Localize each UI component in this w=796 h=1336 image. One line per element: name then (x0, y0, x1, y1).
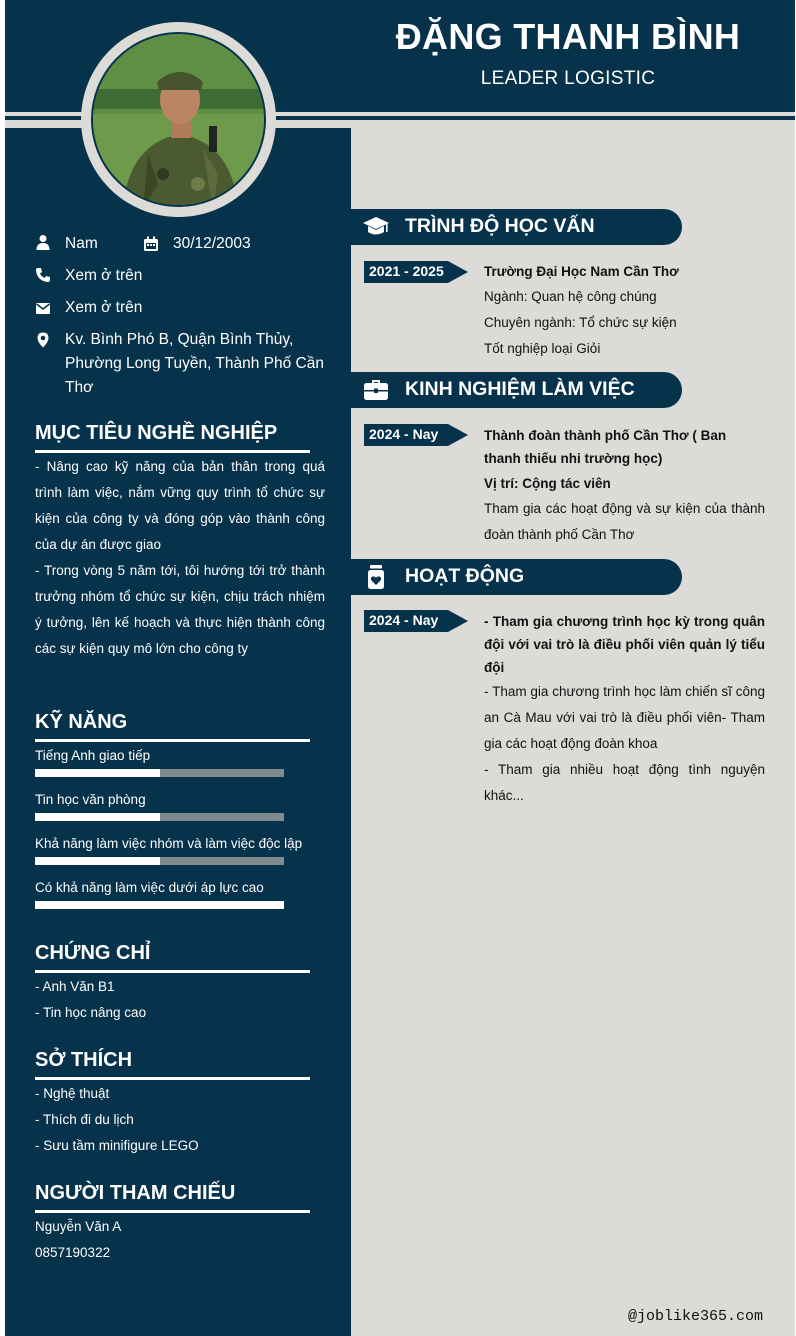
heart-jar-icon (363, 565, 389, 589)
hobbies-rule (35, 1077, 310, 1080)
skill-level-fill (35, 857, 160, 865)
activities-heading: HOẠT ĐỘNG (405, 565, 525, 587)
experience-organization: Thành đoàn thành phố Cần Thơ ( Ban thanh thiếu nhi trường học) (484, 428, 727, 466)
experience-banner (351, 372, 682, 408)
skill-label: Tiếng Anh giao tiếp (35, 748, 151, 763)
certificate-item: - Anh Văn B1 (35, 979, 115, 994)
education-line: Chuyên ngành: Tổ chức sự kiện (484, 315, 677, 330)
education-banner (351, 209, 682, 245)
activities-line: - Tham gia nhiều hoạt động tình nguyện khác... (484, 762, 765, 803)
education-school: Trường Đại Học Nam Cần Thơ (484, 264, 679, 279)
activities-line: - Tham gia chương trình học làm chiến sĩ công an Cà Mau với vai trò là điều phối viên- Tham gia các hoạt động đoàn khoa (484, 684, 765, 751)
envelope-icon (35, 300, 51, 316)
skill-label: Khả năng làm việc nhóm và làm việc độc lập (35, 836, 303, 851)
candidate-title: LEADER LOGISTIC (480, 68, 656, 89)
skill-level-fill (35, 901, 284, 909)
skill-label: Tin học văn phòng (35, 792, 146, 807)
graduation-cap-icon (363, 215, 389, 239)
experience-description: Tham gia các hoạt động và sự kiện của thành đoàn thành phố Cần Thơ (484, 501, 765, 542)
skill-bar (35, 813, 284, 821)
activities-highlight: - Tham gia chương trình học kỳ trong quân đội với vai trò là điều phối viên quản lý tiểu đội (484, 614, 765, 675)
objective-rule (35, 450, 310, 453)
watermark: @joblike365.com (628, 1308, 764, 1325)
avatar (91, 32, 266, 207)
candidate-name: ĐẶNG THANH BÌNH (395, 16, 741, 57)
address-value: Kv. Bình Phó B, Quận Bình Thủy, Phường Long Tuyền, Thành Phố Cần Thơ (65, 331, 324, 396)
hobby-item: - Thích đi du lịch (35, 1112, 134, 1127)
email-value: Xem ở trên (65, 299, 143, 316)
skill-bar (35, 769, 284, 777)
experience-date-tag (364, 424, 468, 446)
skills-heading: KỸ NĂNG (35, 711, 128, 733)
references-heading: NGƯỜI THAM CHIẾU (35, 1182, 236, 1204)
calendar-icon (143, 236, 159, 252)
phone-value: Xem ở trên (65, 267, 143, 284)
reference-phone: 0857190322 (35, 1245, 111, 1260)
hobby-item: - Sưu tầm minifigure LEGO (35, 1138, 199, 1153)
experience-period: 2024 - Nay (369, 426, 439, 442)
skill-bar (35, 901, 284, 909)
education-date-tag (364, 261, 468, 283)
hobbies-heading: SỞ THÍCH (35, 1049, 133, 1071)
objective-paragraph-2: - Trong vòng 5 năm tới, tôi hướng tới trở thành trưởng nhóm tổ chức sự kiện, chịu trách nhiệm ý tưởng, lên kế hoạch và thực hiện thành công các sự kiện quy mô lớn cho công ty (35, 563, 325, 656)
skill-bar (35, 857, 284, 865)
skill-level-fill (35, 769, 160, 777)
experience-position: Vị trí: Cộng tác viên (484, 476, 611, 491)
skill-level-fill (35, 813, 160, 821)
gender-value: Nam (65, 235, 98, 252)
experience-heading: KINH NGHIỆM LÀM VIỆC (405, 378, 635, 400)
objective-heading: MỤC TIÊU NGHỀ NGHIỆP (35, 422, 278, 444)
date-tag-arrow (448, 610, 468, 632)
education-heading: TRÌNH ĐỘ HỌC VẤN (405, 215, 595, 237)
certificates-heading: CHỨNG CHỈ (35, 942, 151, 964)
activities-date-tag (364, 610, 468, 632)
objective-paragraph-1: - Nâng cao kỹ năng của bản thân trong quá trình làm việc, nắm vững quy trình tổ chức sự kiện của công ty và đóng góp vào thành công của dự án được giao (35, 459, 325, 552)
user-icon (35, 234, 51, 250)
hobby-item: - Nghệ thuật (35, 1086, 110, 1101)
briefcase-icon (363, 378, 389, 402)
phone-icon (35, 267, 51, 283)
skills-rule (35, 739, 310, 742)
cv-page (5, 0, 795, 1336)
certificate-item: - Tin học nâng cao (35, 1005, 147, 1020)
birthdate-value: 30/12/2003 (173, 235, 251, 252)
education-period: 2021 - 2025 (369, 263, 444, 279)
reference-name: Nguyễn Văn A (35, 1219, 122, 1234)
education-line: Tốt nghiệp loại Giỏi (484, 341, 601, 356)
map-pin-icon (35, 332, 51, 348)
activities-period: 2024 - Nay (369, 612, 439, 628)
activities-banner (351, 559, 682, 595)
date-tag-arrow (448, 424, 468, 446)
certificates-rule (35, 970, 310, 973)
references-rule (35, 1210, 310, 1213)
education-line: Ngành: Quan hệ công chúng (484, 289, 657, 304)
date-tag-arrow (448, 261, 468, 283)
skill-label: Có khả năng làm việc dưới áp lực cao (35, 880, 264, 895)
